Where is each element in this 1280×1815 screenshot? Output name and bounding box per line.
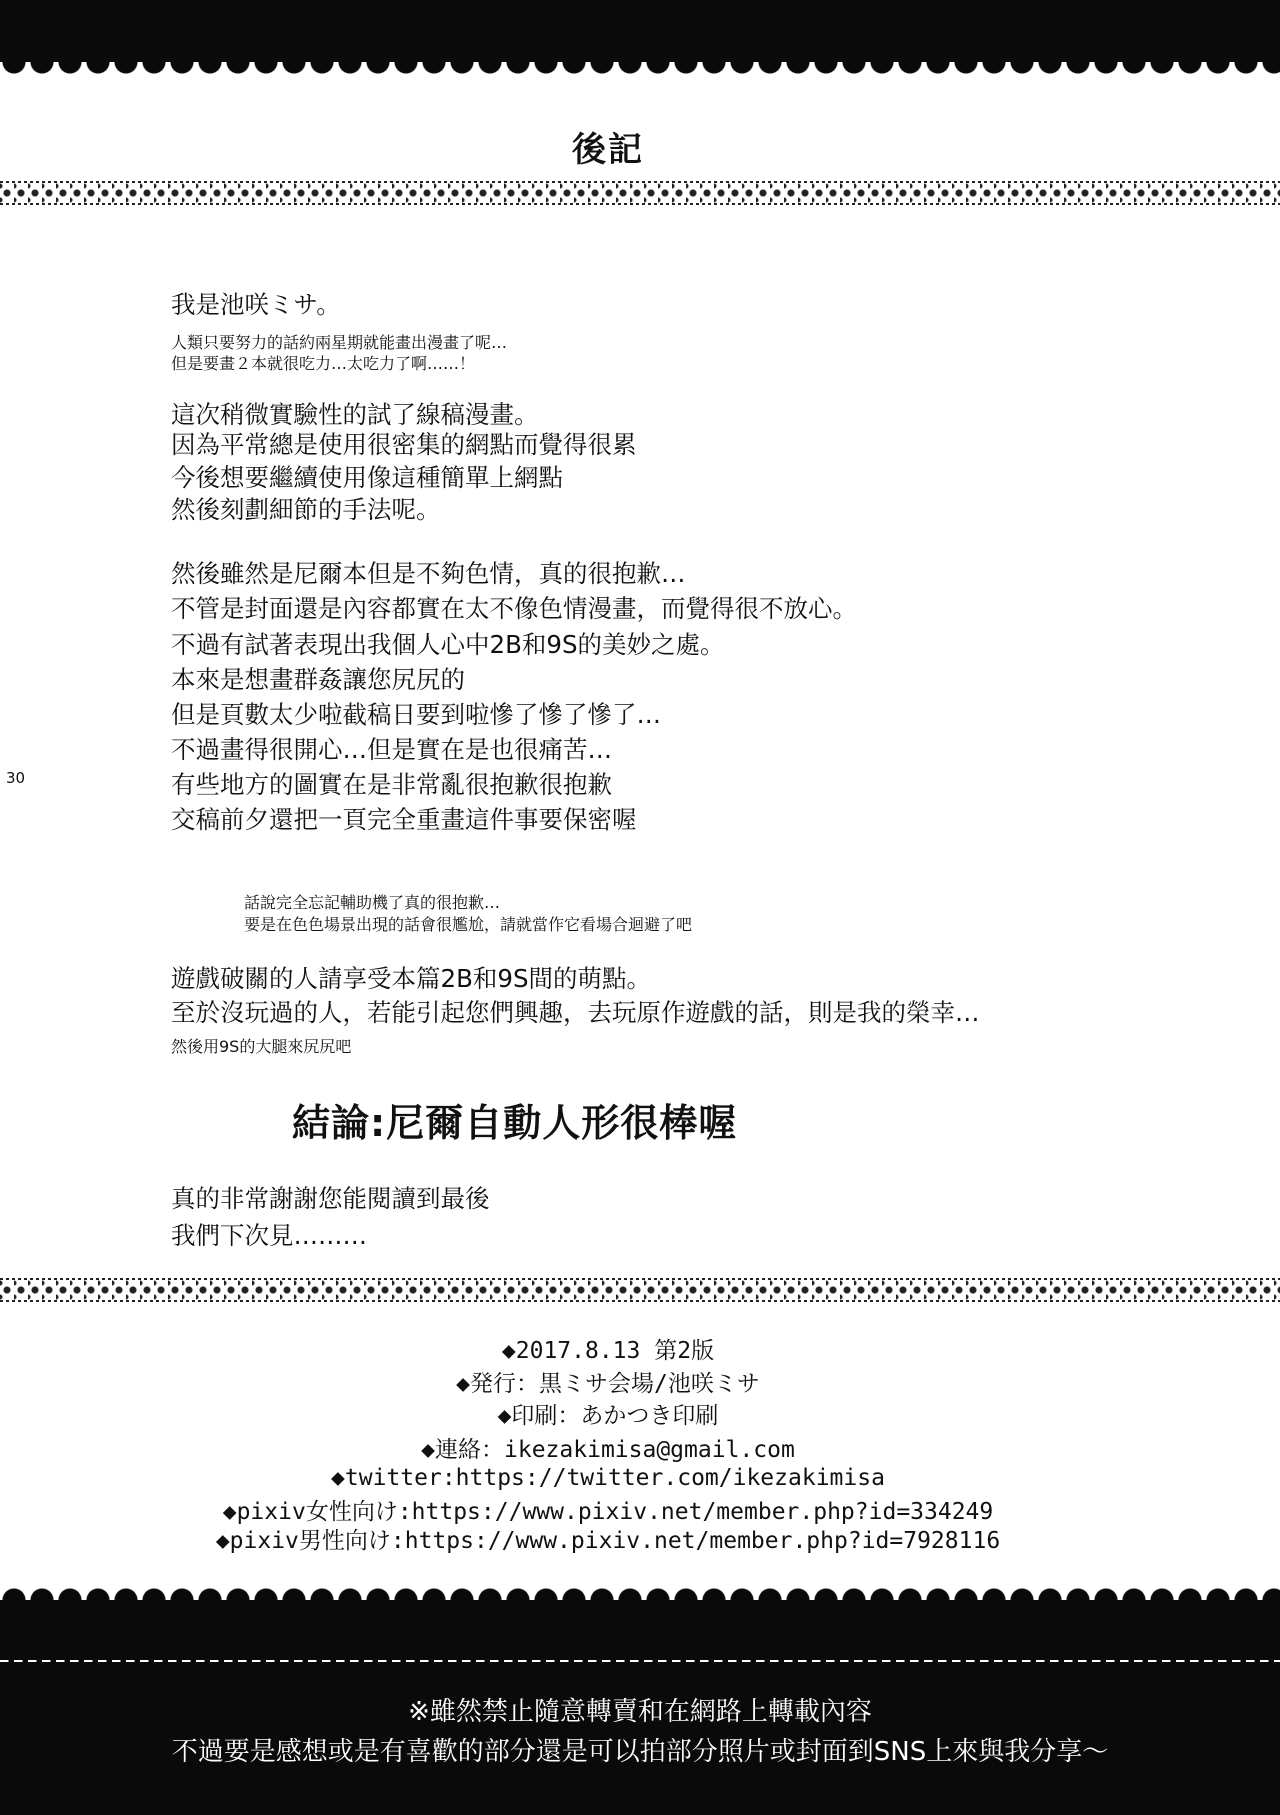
intro-line: 我是池咲ミサ。 <box>171 290 341 319</box>
thanks-line-1: 真的非常謝謝您能閱讀到最後 <box>171 1184 490 1213</box>
top-scallop-border <box>0 62 1280 92</box>
page-number: 30 <box>6 769 26 787</box>
note2-line-2: 要是在色色場景出現的話會很尷尬，請就當作它看場合迴避了吧 <box>244 915 693 934</box>
note1-line-1: 人類只要努力的話約兩星期就能畫出漫畫了呢… <box>171 333 508 352</box>
para2-line-4: 本來是想畫群姦讓您尻尻的 <box>171 665 465 694</box>
colophon-twitter: ◆twitter:https://twitter.com/ikezakimisa <box>331 1465 885 1491</box>
para2-line-5: 但是頁數太少啦截稿日要到啦慘了慘了慘了… <box>171 700 661 729</box>
top-lace-divider <box>0 180 1280 206</box>
para2-line-2: 不管是封面還是內容都實在太不像色情漫畫，而覺得很不放心。 <box>171 594 857 623</box>
note2-line-1: 話說完全忘記輔助機了真的很抱歉… <box>244 893 501 912</box>
para3-line-2: 至於沒玩過的人，若能引起您們興趣，去玩原作遊戲的話，則是我的榮幸… <box>171 998 980 1027</box>
para3-line-1: 遊戲破關的人請享受本篇2B和9S間的萌點。 <box>171 964 652 993</box>
para1-line-3: 今後想要繼續使用像這種簡單上網點 <box>171 463 563 492</box>
conclusion-heading: 結論:尼爾自動人形很棒喔 <box>292 1101 738 1145</box>
colophon-contact: ◆連絡：ikezakimisa@gmail.com <box>421 1437 795 1463</box>
notice-line-2: 不過要是感想或是有喜歡的部分還是可以拍部分照片或封面到SNS上來與我分享～ <box>171 1737 1109 1767</box>
para2-line-6: 不過畫得很開心…但是實在是也很痛苦… <box>171 735 612 764</box>
para1-line-4: 然後刻劃細節的手法呢。 <box>171 495 441 524</box>
bottom-scallop-border <box>0 1570 1280 1600</box>
colophon-pixiv-female: ◆pixiv女性向け:https://www.pixiv.net/member.php?id=334249 <box>222 1499 994 1525</box>
para2-line-1: 然後雖然是尼爾本但是不夠色情，真的很抱歉… <box>171 559 686 588</box>
colophon-printer: ◆印刷：あかつき印刷 <box>497 1403 719 1429</box>
para2-line-8: 交稿前夕還把一頁完全重畫這件事要保密喔 <box>171 805 637 834</box>
thanks-line-2: 我們下次見……… <box>171 1221 367 1250</box>
colophon-pixiv-male: ◆pixiv男性向け:https://www.pixiv.net/member.php?id=7928116 <box>215 1528 1001 1554</box>
colophon-publisher: ◆発行：黒ミサ会場/池咲ミサ <box>456 1371 760 1397</box>
colophon-edition: ◆2017.8.13 第2版 <box>501 1338 715 1364</box>
bottom-lace-divider <box>0 1277 1280 1303</box>
notice-line-1: ※雖然禁止隨意轉賣和在網路上轉載內容 <box>408 1697 872 1727</box>
para2-line-3: 不過有試著表現出我個人心中2B和9S的美妙之處。 <box>171 630 725 659</box>
bottom-dashed-line <box>0 1660 1280 1662</box>
para1-line-1: 這次稍微實驗性的試了線稿漫畫。 <box>171 400 539 429</box>
note1-line-2: 但是要畫２本就很吃力…太吃力了啊……！ <box>171 354 476 373</box>
para2-line-7: 有些地方的圖實在是非常亂很抱歉很抱歉 <box>171 770 612 799</box>
para3-note: 然後用9S的大腿來尻尻吧 <box>171 1037 352 1056</box>
top-decorative-band <box>0 0 1280 62</box>
para1-line-2: 因為平常總是使用很密集的網點而覺得很累 <box>171 430 637 459</box>
page-title: 後記 <box>572 130 644 170</box>
